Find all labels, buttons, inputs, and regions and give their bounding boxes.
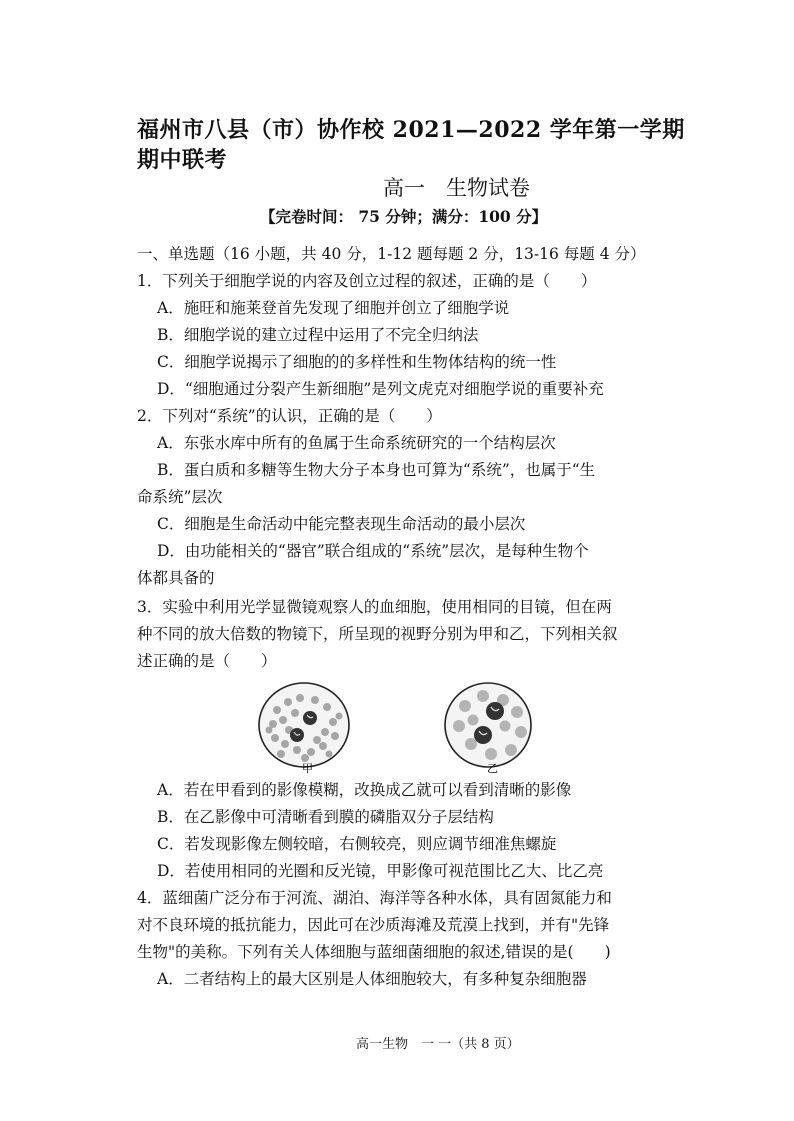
question-2-option-c: C．细胞是生命活动中能完整表现生命活动的最小层次 xyxy=(157,515,526,533)
question-3-stem-line2: 种不同的放大倍数的物镜下，所呈现的视野分别为甲和乙，下列相关叙 xyxy=(137,625,618,643)
question-1-option-b: B．细胞学说的建立过程中运用了不完全归纳法 xyxy=(157,326,479,344)
question-4-stem-line2: 对不良环境的抵抗能力，因此可在沙质海滩及荒漠上找到，并有"先锋 xyxy=(137,916,610,934)
question-3-option-c: C．若发现影像左侧较暗，右侧较亮，则应调节细准焦螺旋 xyxy=(157,835,557,853)
question-3-option-d: D．若使用相同的光圈和反光镜，甲影像可视范围比乙大、比乙亮 xyxy=(157,862,604,880)
question-2-stem: 2．下列对“系统”的认识，正确的是（ ） xyxy=(137,407,442,425)
question-1-stem: 1．下列关于细胞学说的内容及创立过程的叙述，正确的是（ ） xyxy=(137,272,597,290)
figure-label-yi: 乙 xyxy=(487,762,498,775)
figure-label-jia: 甲 xyxy=(302,762,313,775)
question-2-option-b: B．蛋白质和多糖等生物大分子本身也可算为“系统”，也属于“生 xyxy=(157,461,596,479)
question-1-option-d: D．“细胞通过分裂产生新细胞”是列文虎克对细胞学说的重要补充 xyxy=(157,380,604,398)
question-2-option-d-cont: 体都具备的 xyxy=(137,569,215,587)
section-heading: 一、单选题（16 小题，共 40 分，1-12 题每题 2 分，13-16 每题 4 分） xyxy=(137,245,646,263)
question-3-option-a: A．若在甲看到的影像模糊，改换成乙就可以看到清晰的影像 xyxy=(157,781,572,799)
page-footer: 高一生物 一 一（共 8 页） xyxy=(356,1037,520,1052)
question-3-option-b: B．在乙影像中可清晰看到膜的磷脂双分子层结构 xyxy=(157,808,494,826)
question-2-option-b-cont: 命系统”层次 xyxy=(137,488,223,506)
exam-title-line2: 期中联考 xyxy=(137,147,228,173)
question-4-stem-line1: 4．蓝细菌广泛分布于河流、湖泊、海洋等各种水体，具有固氮能力和 xyxy=(137,889,612,907)
question-1-option-c: C．细胞学说揭示了细胞的的多样性和生物体结构的统一性 xyxy=(157,353,557,371)
exam-info: 【完卷时间： 75 分钟；满分：100 分】 xyxy=(260,207,548,226)
question-1-option-a: A．施旺和施莱登首先发现了细胞并创立了细胞学说 xyxy=(157,299,510,317)
exam-title-line1: 福州市八县（市）协作校 2021—2022 学年第一学期 xyxy=(137,117,685,143)
question-4-stem-line3: 生物"的美称。下列有关人体细胞与蓝细菌细胞的叙述,错误的是( ) xyxy=(137,943,611,961)
microscope-field-figure xyxy=(255,680,555,776)
question-3-stem-line3: 述正确的是（ ） xyxy=(137,652,277,670)
question-3-stem-line1: 3．实验中利用光学显微镜观察人的血细胞，使用相同的目镜，但在两 xyxy=(137,598,612,616)
exam-subtitle: 高一 生物试卷 xyxy=(383,176,530,200)
question-2-option-d: D．由功能相关的“器官”联合组成的“系统”层次，是每种生物个 xyxy=(157,542,589,560)
question-2-option-a: A．东张水库中所有的鱼属于生命系统研究的一个结构层次 xyxy=(157,434,556,452)
field-of-view-jia xyxy=(259,683,349,767)
field-of-view-yi xyxy=(445,683,531,767)
question-4-option-a: A．二者结构上的最大区别是人体细胞较大，有多种复杂细胞器 xyxy=(157,970,587,988)
